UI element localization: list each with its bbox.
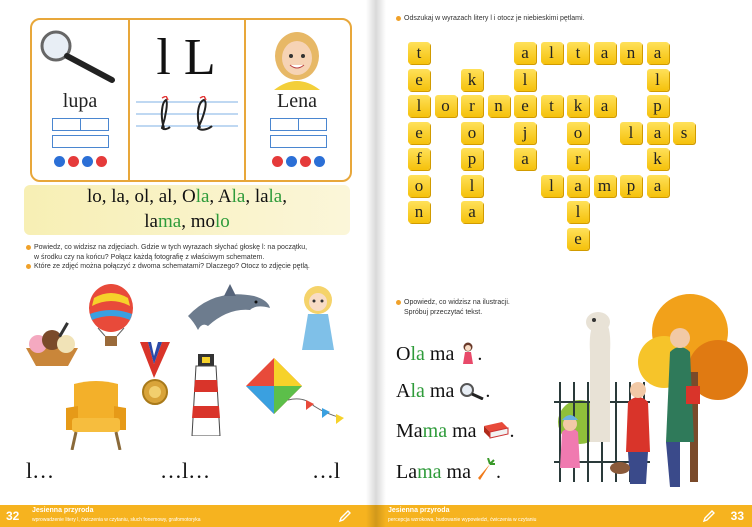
crossword-tile: e — [567, 228, 589, 250]
syllable-text: la — [195, 186, 210, 207]
footer-bar — [376, 505, 752, 527]
word-lena: Lena — [277, 90, 317, 112]
crossword-tile: j — [514, 122, 536, 144]
instruction-text: w środku czy na końcu? Połącz każdą fotografię z właściwym schematem. — [34, 253, 265, 261]
sentence-part: ma — [447, 420, 477, 442]
scheme-start: l… — [26, 458, 55, 483]
sound-dot — [68, 156, 79, 167]
right-page — [376, 0, 752, 527]
footer-title: Jesienna przyroda — [32, 507, 94, 514]
crossword-tile: e — [408, 69, 430, 91]
bullet-icon — [26, 245, 31, 250]
bullet-icon — [396, 16, 401, 21]
sentence-part: ma — [441, 461, 471, 483]
crossword-tile: a — [647, 42, 669, 64]
crossword-tile: a — [647, 175, 669, 197]
scheme-box — [52, 118, 81, 131]
sentence-part: ma — [422, 420, 448, 442]
syllable-text: lo — [214, 211, 230, 232]
magnifier-icon — [459, 382, 485, 400]
girl-portrait-icon — [264, 26, 330, 90]
crossword-tile: r — [461, 95, 483, 117]
instructions — [26, 243, 356, 272]
sentence-mama — [396, 420, 515, 443]
sentence-part: la — [410, 343, 425, 365]
instruction-text: Odszukaj w wyrazach litery l i otocz je niebieskimi pętlami. — [404, 15, 585, 22]
pencil-icon — [338, 509, 352, 523]
syllable-text: la — [144, 211, 158, 232]
crossword-tile: p — [620, 175, 642, 197]
armchair-icon — [64, 378, 128, 450]
crossword-tile: r — [567, 148, 589, 170]
crossword-tile: t — [541, 95, 563, 117]
crossword-tile: t — [408, 42, 430, 64]
book-icon — [482, 420, 510, 440]
crossword-tile: a — [514, 42, 536, 64]
scheme-box — [52, 135, 109, 148]
sentence-part: . — [495, 461, 501, 483]
crossword-tile: k — [647, 148, 669, 170]
dolphin-icon — [184, 282, 272, 336]
bullet-icon — [396, 300, 401, 305]
crossword-tile: n — [408, 201, 430, 223]
syllables-line-1 — [24, 186, 350, 208]
page-number: 33 — [730, 509, 744, 523]
sentence-part: . — [485, 380, 491, 402]
crossword-tile: a — [647, 122, 669, 144]
sentence-part: ma — [424, 343, 455, 365]
footer-bar — [0, 505, 376, 527]
crossword-tile: o — [567, 122, 589, 144]
carrot-icon — [476, 458, 496, 482]
crossword-tile: a — [567, 175, 589, 197]
crossword-tile: a — [594, 42, 616, 64]
scheme-middle: …l… — [160, 458, 211, 483]
sound-dot — [272, 156, 283, 167]
crossword-tile: a — [461, 201, 483, 223]
sentence-ola — [396, 342, 482, 366]
crossword-tile: m — [594, 175, 616, 197]
crossword-tile: k — [461, 69, 483, 91]
crossword-grid — [408, 42, 708, 292]
letter-panel — [30, 18, 352, 182]
sound-dot — [286, 156, 297, 167]
scheme-box — [80, 118, 109, 131]
park-illustration — [540, 292, 750, 492]
sound-dot — [314, 156, 325, 167]
instruction-text: Powiedz, co widzisz na zdjęciach. Gdzie w tych wyrazach słychać głoskę l: na początku, — [34, 244, 308, 251]
sentence-lama — [396, 458, 501, 484]
crossword-tile: f — [408, 148, 430, 170]
crossword-tile: e — [408, 122, 430, 144]
bullet-icon — [26, 264, 31, 269]
crossword-tile: l — [514, 69, 536, 91]
crossword-tile: o — [461, 122, 483, 144]
sentence-part: Ma — [396, 420, 423, 442]
sound-dot — [300, 156, 311, 167]
crossword-tile: l — [408, 95, 430, 117]
sentence-part: La — [396, 461, 418, 483]
scheme-box — [298, 118, 327, 131]
hot-air-balloon-icon — [86, 284, 136, 350]
footer-title: Jesienna przyroda — [388, 507, 450, 514]
sound-dot — [54, 156, 65, 167]
crossword-tile: p — [647, 95, 669, 117]
scheme-box — [270, 118, 299, 131]
crossword-tile: s — [673, 122, 695, 144]
syllable-text: , — [282, 186, 287, 207]
sentence-part: la — [410, 380, 425, 402]
word-lupa: lupa — [62, 90, 98, 112]
crossword-tile: l — [620, 122, 642, 144]
crossword-tile: t — [567, 42, 589, 64]
crossword-tile: n — [620, 42, 642, 64]
crossword-tile: k — [567, 95, 589, 117]
syllable-text: , mo — [181, 211, 215, 232]
footer-subtitle: wprowadzenie litery l, ćwiczenia w czytaniu, słuch fonemowy, grafomotoryka — [32, 517, 201, 523]
handwriting-lines — [136, 96, 238, 136]
scheme-box — [270, 135, 327, 148]
crossword-tile: l — [541, 42, 563, 64]
sentence-part: O — [396, 343, 411, 365]
sentence-part: ma — [424, 380, 455, 402]
sentence-part: A — [396, 380, 411, 402]
crossword-tile: n — [488, 95, 510, 117]
lighthouse-icon — [186, 350, 226, 436]
doll-icon — [294, 284, 342, 350]
crossword-tile: o — [435, 95, 457, 117]
doll-icon — [459, 342, 477, 364]
ice-cream-icon — [22, 320, 82, 370]
syllable-text: la — [231, 186, 246, 207]
crossword-tile: l — [541, 175, 563, 197]
sound-dot — [82, 156, 93, 167]
pencil-icon — [702, 509, 716, 523]
syllable-text: la — [268, 186, 283, 207]
syllables-line-2 — [24, 211, 350, 233]
sound-dot — [96, 156, 107, 167]
sentence-part: ma — [417, 461, 442, 483]
syllable-text: lo, la, ol, al, O — [86, 186, 196, 207]
sentence-ala — [396, 380, 490, 403]
crossword-tile: l — [647, 69, 669, 91]
crossword-tile: l — [567, 201, 589, 223]
scheme-end: …l — [312, 458, 341, 483]
magnifier-icon — [38, 28, 120, 88]
medal-icon — [138, 342, 172, 414]
crossword-tile: p — [461, 148, 483, 170]
sentence-part: . — [477, 343, 483, 365]
syllable-text: ma — [157, 211, 182, 232]
crossword-tile: a — [594, 95, 616, 117]
crossword-tile: a — [514, 148, 536, 170]
crossword-tile: e — [514, 95, 536, 117]
sentence-part: . — [509, 420, 515, 442]
kite-icon — [244, 356, 350, 430]
crossword-instruction — [396, 14, 736, 24]
instruction-text: Opowiedz, co widzisz na ilustracji. — [404, 299, 510, 306]
crossword-tile: o — [408, 175, 430, 197]
instruction-text: Spróbuj przeczytać tekst. — [404, 308, 483, 316]
letter-display: l L — [156, 29, 216, 86]
footer-subtitle: percepcja wzrokowa, budowanie wypowiedzi, ćwiczenia w czytaniu — [388, 517, 537, 523]
instruction-text: Które ze zdjęć można połączyć z dwoma schematami? Dlaczego? Otocz to zdjęcie pętlą. — [34, 263, 310, 270]
crossword-tile: l — [461, 175, 483, 197]
page-number: 32 — [6, 509, 20, 523]
syllable-text: , A — [209, 186, 232, 207]
syllable-text: , la — [245, 186, 269, 207]
